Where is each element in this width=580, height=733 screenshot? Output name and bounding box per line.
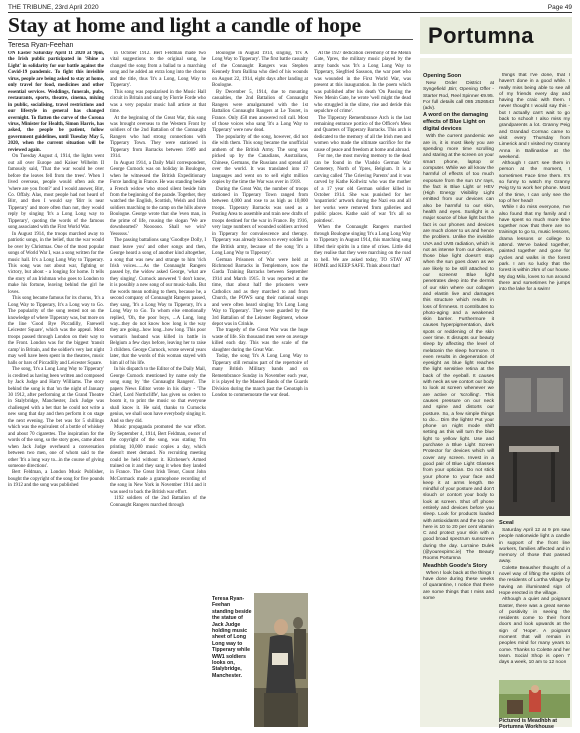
article-paragraph: The Tipperary Remembrance Arch is the last remaining entrance portico of the Officer's Mess and Quarters of Tipperary Barracks. This arch is dedicated to the memory of all the Irish men and women who made the ultimate sacrifice for the cause of peace and freedom at home and abroad. (314, 115, 411, 153)
sidebar-paragraph: Although a quiet and poignant Easter, there was a great sense of positivity in seeing the residents come to their front doors and look upwards at the sign of 'Hope'. A poignant moment that will remain in peoples mind for many years to come. Thanks to Colette and her team. Social Shop is open 7 days a week, 10 am to 12 noon (499, 597, 570, 666)
photo-caption: Teresa Ryan-Feehan standing beside the statue of Jack Judge holding music sheet of Long Long way to Tipperary while WW1 soldiers looks on, Stalybridge, Manchester. (212, 596, 252, 679)
article-paragraph: ON Easter Saturday April 11 2020 at 9pm, the Irish public participated in 'Shine a Light' in solidarity for our battle against the Covid-19 pandemic. To fight this invisible virus, people are being asked to stay at home, only travel for food, medicines and other essential services. Weddings, funerals, pubs, restaurants, sports, theatre, cinema, mixing in public, socialising, travel restrictions and our lifestyle in general has changed overnight. To flatten the curve of the Corona virus, Minister for Health, Simon Harris, has asked, the people be patient, follow government guidelines, until Tuesday May 5, 2020, when the current situation will be reviewed again. (8, 51, 104, 153)
article-headline: Stay at home and light a candle of hope (8, 13, 361, 37)
sidebar-paragraph: While I do miss everyone, I've also found that my family and I have spent so much more time together now that there are no trainings to go to, music lessons, drama lessons or college to attend. We've baked together, painted together and gone for cycles and walks in the forest park. I am so lucky that the forest is within 2km of our house. My dog Milo, loves to run around there and sometimes he jumps into the lake for a swim! (499, 205, 570, 293)
article-paragraph: On Tuesday August 4, 1914, the lights went out all over Europe and Kaiser Wilhelm II famously said, 'That the war would be over before the leaves fell from the trees'. When I lived overseas, people would often ask me 'where are you from?' and I would answer, Birr, Co. Offaly. Alas, most people had not heard of Birr, and then I would say 'Birr is near Tipperary' and more often than not, they would reply by singing 'It's a Long Long way to Tipperary', quoting the words of the famous song associated with the First World War. (8, 154, 104, 231)
article-paragraph: In his dispatch to the Editor of the Daily Mail, George Curnock mentioned by name only the song sung by 'the Connaught Rangers'. The papers News Editor wrote in his diary - 'The Chief, Lord Northcliffe', has given us orders to boom it, to print the music so that everyone shall know it. He said, thanks to Curnocks genius, we shall soon have everybody singing it. And so they did. (110, 367, 206, 424)
sidebar-paragraph: When I look back at the things I have done during these weeks of quarantine, I notice that there are some things that I miss and some (423, 570, 494, 601)
meadhbh-photo (499, 680, 570, 718)
masthead-paper-date: THE TRIBUNE, 23rd April 2020 (8, 4, 99, 11)
article-paragraph: During the Great War, the number of troops stationed in Tipperary Town ranged from between 4,000 and rose to as high as 10,000 troops. Tipperary Barracks was used as a Posting Area to assemble and train new drafts of troops destined for the war in France. By 1916, very large numbers of wounded soldiers arrived in Tipperary for convalescence and therapy. Tipperary was already known to every soldier in the British army, because of the song 'It's a Long Long Way to Tipperary'. (212, 186, 308, 257)
meadhbh-photo-caption: Pictured is Meadhbh at Portumna Workhouse (499, 718, 557, 730)
article-column-2 (110, 51, 206, 727)
article-paragraph: The passing battalions sang 'Goodbye Dolly, I must leave you' and other songs and then, George heard a song of another kind altogether, a song that was new and strange to him 'rich Irish voices......As the Connaught Rangers passed by, the widow asked George, 'what are they singing'. Curnock answered 'I don't know, it is possibly a new song of our music-halls. But the words mean nothing to them, because he, a second company of Connaught Rangers passed, they sang, 'It's a Long Way to Tipperary, It's a Long Way to Go. To whom else emotionally replied, 'Oh, the poor boys, ...A Long, long way...they do not know how long is the way they are going...how long...how long. This poor woman's husband was killed in battle in Belgium a few days before, leaving her to raise 3 children. George Curnock, wrote several years later, that the words of this woman stayed with him all of his life. (110, 238, 206, 366)
masthead (8, 3, 572, 13)
article-paragraph: The popularity of the song, however, did not die with them. This song became the unofficial anthem of the British Army. The song was picked up by the Canadians, Australians, Chinese, Germans, the Russians and spread all over the world. It was translated into 17 languages and went on to sell eight million copies by the time the War was over in 1918. (212, 134, 308, 186)
sidebar-column-3 (499, 520, 570, 680)
article-paragraph: Bert Feldman, a London Music Publisher, bought the copyright of the song for five pounds in 1912 and the song was published (8, 470, 104, 489)
article-paragraph: Today, the song 'It's A Long Long Way to Tipperary still remains part of the repertoire of many British Military bands and on Remembrance Sunday in November each year, it is played by the Massed Bands of the Guards Division during the march past the Cenotaph in London to commemorate the war dead. (212, 354, 308, 399)
article-paragraph: 1192 soldiers of the 2nd Battalion of the Connaught Rangers marched through (110, 496, 206, 508)
article-column-4 (314, 51, 411, 727)
page-number: Page 49 (547, 4, 572, 11)
sidebar-paragraph: Saturday April 12 at 9 pm saw people nationwide light a candle in support of the front line workers, families affected and in memory of those that passed away. (499, 528, 570, 565)
article-paragraph: At the 1927 dedication ceremony of the Menin Gate, Ypres, the military music played by the army bands was 'It's a Long Long Way to Tipperary, Siegfried Sassoon, the war poet who was wounded in the First World War, was present at this inauguration. In the poem which was published after his death 'On Passing the New Menin Gate, he wrote 'well might the dead who struggled in the slime, rise and deride this sepulchre of crime'. (314, 51, 411, 115)
article-byline: Teresa Ryan-Feehan (8, 39, 413, 49)
salon-photo-graphic (499, 366, 570, 516)
article-paragraph: Boulogne in August 1914, singing, 'It's A Long Way to Tipperary'. The first battle casualty of the Connaught Rangers was Stephen Kennedy from Ballina who died of his wounds on August 22, 1914, eight days after landing at Boulogne. (212, 51, 308, 89)
article-paragraph: In August 1914, the troops marched away to patriotic songs, in the belief, that the war would be over by Christmas. One of the most popular songs of World War I, was a song written for the music hall. It's a Long Long Way to Tipperary. This song was not about war, fighting or victory, but about - a longing for home. It tells the story of an Irishman who goes to London to make his fortune, leaving behind the girl he loves. (8, 231, 104, 295)
article-paragraph: The song, 'It's a Long Long Way to Tipperary' is credited as having been written and composed by Jack Judge and Harry Williams. The story behind the song is that 'on the night of January 30 1912, after performing at the Grand Theatre in Stalybridge, Manchester, Jack Judge was challenged with a bet that he could not write a new song that day and then perform it on stage the next evening. The bet was for 5 shillings which was the equivalent of a bottle of whiskey and about 70 cigarettes. The inspiration for the words of the song, so the story goes, came about when Jack Judge overheard a conversation between two men, one of whom said to the other 'It's a long way to...in the course of giving someone directions'. (8, 367, 104, 469)
article-paragraph: This song became famous for its chorus, 'It's a Long Way to Tipperary, It's a Long way to Go. The popularity of the song rested not on the knowledge of where Tipperary was, but more on the line 'Good Bye Piccadilly, Farewell Leicester Square', which was the appeal. Most troops passed through London on their way to the Front. London was for the biggest 'transit camp' in Britain, and the soldier's very last night may well have been spent in the theatres, music halls or bars of Piccadilly and Leicester Square. (8, 296, 104, 366)
article-paragraph: For me, the most moving memory to the dead can be found in the Vladslo German War Cemetery, North of Ypres, Belgium. It is a carving called 'The Grieving Parents' and it was carved by Kathe Kollwitz who was the mother of a 17 year old German soldier killed in October 1914. She was punished for her 'unpatriotic' artwork during the Nazi era and all her works were removed from galleries and public places. Kathe said of war 'It's all so pointless'. (314, 154, 411, 224)
sidebar-paragraph: Although I can't see them in person at the moment, I sometimes Face time them. It's so funny to watch my Granny Peig try to work her phone. Most of the time, I can only see the top of her head! (499, 161, 570, 204)
meadhbh-photo-graphic (499, 680, 570, 718)
statue-photo-block (212, 593, 308, 727)
sidebar-paragraph: With the current pandemic we are in, it is most likely you are spending more time scrolling and staring at the screen on your smart phone, laptop or computer. While we all know the harmful of effects of too much exposure from the sun UV rays, the fact is Blue Light or HEV (High Energy Visibility Light emitted from our devices can also be harmful to our skin, health and eyes. Sunlight is a major source of blue light but the fact is our phones and devices are much closer to us and hence the problem. Unlike the invisible UVA and UVB radiation, which is not as intense from our devices, those blue light doesn't stop when the sun goes down as we are likely to be still attached to our screens! Blue light penetrates deep into the dermis of our skin where our collagen and elastin live and damages this structure which results in loss of firmness. It contributes to photo-aging and a weakened skin barrier. Furthermore it causes hyperpigmentation, dark spots or reddening of the skin over time. It disrupts our beauty sleep by affecting the level of melatonin the sleep hormone. It even results in degeneration of eyesight as blue light reaches the light sensitive retina at the back of the eyeball. It causes with neck as we contort our body to look at screen whenever we are active or 'scrolling'. This causes pressure on our neck and spine and distorts our posture. So, a few simple things to do... Dim the lights! Put your phone on night mode shift setting as this will turn the blue light to yellow light. Use and purchase a Blue Light Screen Protector for devices which will cover any screen. Invest in a good pair of Blue Light Glasses from your optician. Do not stick your phone to your face and keep it at arms length. Be mindful of your posture and don't slouch or contort your body to look at screen. Shut off phone entirely and devices before you sleep. Look for products loaded with antioxidants and the top one here is 10 to 20 per cent vitamin C and protect your skin with a good broad spectrum sunscreen during the day. Lorraine Dulek (@yourexpirnc.ie) The Beauty Rooms Portumna (423, 134, 494, 562)
sidebar-heading: Meadhbh Goode's Story (423, 562, 488, 569)
article-paragraph: Music propaganda promoted the war effort. By September 4, 1914, Bert Feldman, owner of the copyright of the song, was stating 'I'm printing 10,000 music copies a day, which doesn't meet demand. No recruiting meeting could be held without it. Kitchener's Armed trained on it and they sang it when they landed in France. The Great Irish Tenor, Count John McCormack made a gramophone recording of the song in New York in November 1914 and it was used to back the British war effort. (110, 425, 206, 495)
statue-photo (254, 593, 308, 727)
article-column-3 (212, 51, 308, 591)
article-paragraph: German Prisoners of War were held at Richmond Barracks in Templemore, now the Garda Training Barracks between September 1914 and March 1915. It was reported at the time, that about half the prisoners were Catholics and as they marched to and from Church, the POWS sang their national songs and were often heard singing 'It's Long Long Way to Tipperary'. They were guarded by the 3rd Battalion of the Leinster Regiment, whose depot was in Crinkle. (212, 257, 308, 328)
statue-photo-graphic (254, 593, 308, 727)
article-paragraph: At the beginning of the Great War, this song was brought overseas to the Western Front by soldiers of the 2nd Battalion of the Connaught Rangers who had strong connections with Tipperary Town. They were stationed in Tipperary from Barracks between 1909 and 1914. (110, 115, 206, 160)
article-paragraph: The tragedy of the Great War was the huge waste of life. Six thousand men were on average killed each day. This was the scale of the slaughter during the Great War. (212, 328, 308, 353)
sidebar-heading: Sceal (499, 520, 514, 526)
article-paragraph: This song was popularised in the Music Hall circuit in Britain and sung by Florrie Forde who was a very popular music hall artiste at that time. (110, 89, 206, 115)
sidebar-column-1 (423, 73, 494, 727)
sidebar-paragraph: New Order District at Syngefield ,Birr, Opening Offer -Starter Rod, Reel Spinner €9.95. For full details call 085 2526543 (adv). (423, 81, 494, 112)
sidebar-heading: A word on the damaging effects of Blue Light on digital devices (423, 112, 489, 133)
sidebar-paragraph: things that I've done, that I haven't done in a good while. I really miss being able to see all of my friends every day and having the craic with them. I never thought I would say this - but I actually can't wait to go back to school! I also miss my grandparents a lot. Granny Peig and Grandad Cormac came to visit every Thursday from Limerick and I visited my Granny Anna in Ballinasloe at the weekend. (499, 73, 570, 160)
article-paragraph: By December 5, 1914, due to mounting casualties, the 2nd Battalion of Connaught Rangers were amalgamated with the 1st Battalion Connaught Rangers at Le Touret, in France. Only 450 men answered roll call. Most of those voices who sang 'It's a Long Way to Tipperary' were now dead. (212, 89, 308, 134)
column-heading: Portumna (420, 17, 572, 54)
sidebar-heading: Opening Soon (423, 73, 462, 79)
sidebar-paragraph: Colette Beausher thought of a novel way of lifting the spirits of the residents of Lortha Village by having an illuminated sign of Hope erected in the village. (499, 565, 570, 596)
article-paragraph: In August 1914, a Daily Mail correspondent, George Curnock was on holiday in Boulogne, when he witnessed the British Expeditionary Force landing in France. He was standing beside a French widow who stood silent beside him from the beginning of the parade. Together, they watched the English, Scottish, Welsh and Irish soldiers marching to the camp on the hills above Boulogne. George wrote that she 'even man, in the prime of life, rousing the slogan 'We are downhearted? Noooooo. Shall we win? Yessssss.' (110, 160, 206, 237)
article-column-1 (8, 51, 104, 727)
article-paragraph: in October 1912. Bert Feldman made two vital suggestions to the original song, he changed the song from a ballad to a marching song and he added an extra long into the chorus and the title, thus 'It's a Long, Long Way to Tipperary'. (110, 51, 206, 89)
sidebar-column-2 (499, 73, 570, 363)
article-paragraph: When the Connaught Rangers marched through Boulogne singing 'It's a Long Long Way to Tipperary in August 1914, this marching song lifted their spirits in a time of crises. Little did they realise that they were marching on the road to hell. We are asked today, TO STAY AT HOME and KEEP SAFE. Think about that! (314, 225, 411, 269)
salon-photo (499, 366, 570, 516)
